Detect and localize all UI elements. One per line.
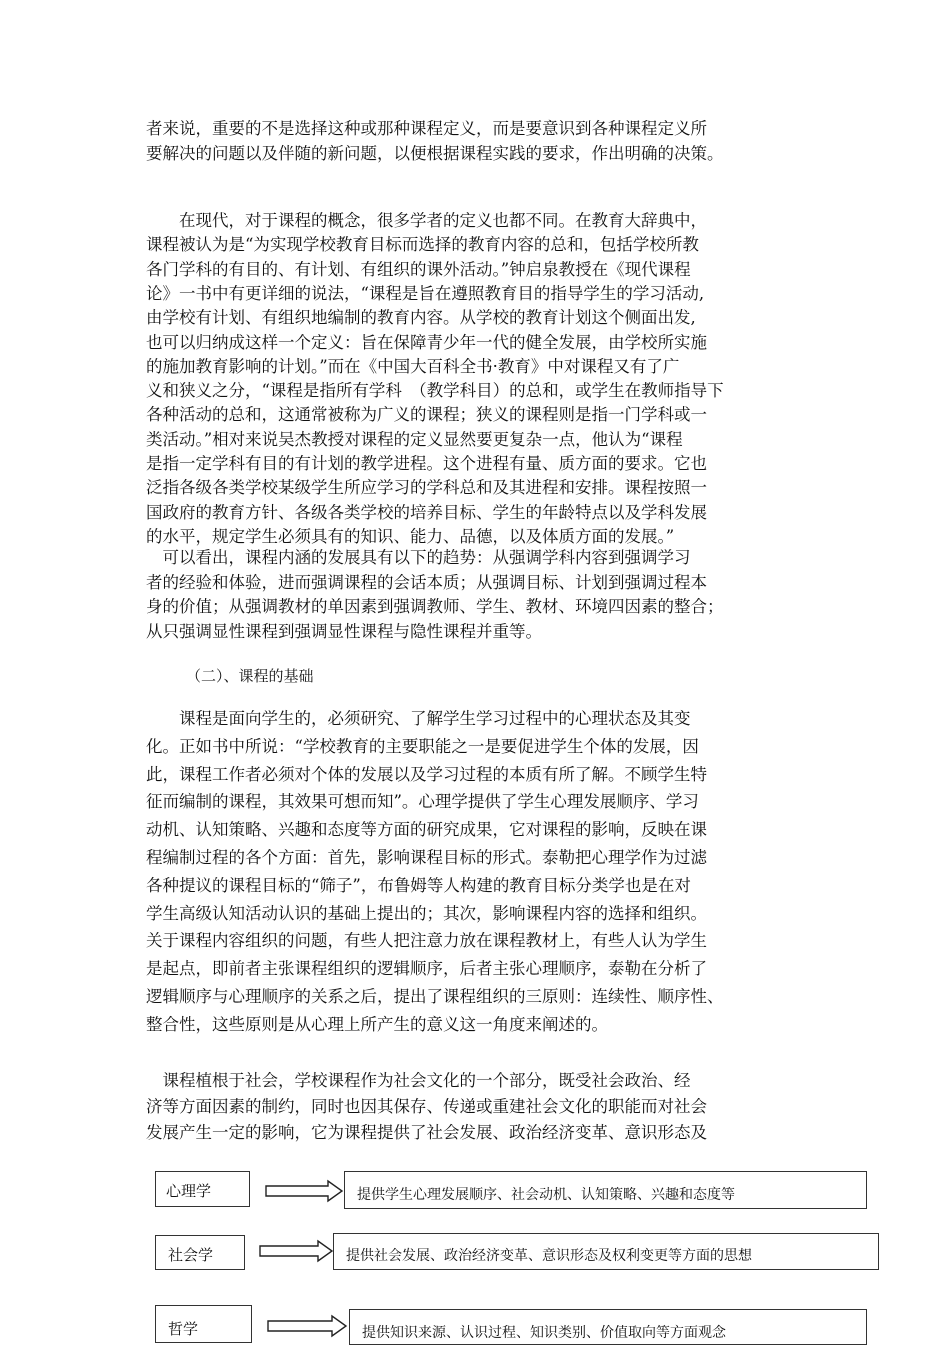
text-line: 此，课程工作者必须对个体的发展以及学习过程的本质有所了解。不顾学生特 xyxy=(146,764,707,784)
psychology-label: 心理学 xyxy=(166,1182,212,1200)
text-line: 化。正如书中所说：“学校教育的主要职能之一是要促进学生个体的发展，因 xyxy=(146,736,699,756)
text-line: 济等方面因素的制约，同时也因其保存、传递或重建社会文化的职能而对社会 xyxy=(146,1097,707,1116)
text-line: 各门学科的有目的、有计划、有组织的课外活动。”钟启泉教授在《现代课程 xyxy=(146,259,691,279)
text-line: 身的价值；从强调教材的单因素到强调教师、学生、教材、环境四因素的整合； xyxy=(146,597,724,616)
text-line: 可以看出，课程内涵的发展具有以下的趋势：从强调学科内容到强调学习 xyxy=(146,548,691,567)
arrow-right-icon xyxy=(266,1181,346,1201)
text-line: 整合性，这些原则是从心理上所产生的意义这一角度来阐述的。 xyxy=(146,1014,608,1034)
sociology-description-box xyxy=(333,1233,879,1270)
philosophy-label: 哲学 xyxy=(168,1320,199,1338)
philosophy-description-box xyxy=(349,1309,867,1345)
text-line: 也可以归纳成这样一个定义：旨在保障青少年一代的健全发展，由学校所实施 xyxy=(146,332,707,352)
arrow-right-icon xyxy=(260,1241,340,1261)
text-line: 动机、认知策略、兴趣和态度等方面的研究成果，它对课程的影响，反映在课 xyxy=(146,820,707,840)
text-line: 关于课程内容组织的问题，有些人把注意力放在课程教材上，有些人认为学生 xyxy=(146,931,707,951)
philosophy-description: 提供知识来源、认识过程、知识类别、价值取向等方面观念 xyxy=(362,1325,726,1341)
psychology-box xyxy=(155,1171,250,1207)
text-line: 课程被认为是“为实现学校教育目标而选择的教育内容的总和，包括学校所教 xyxy=(146,235,699,255)
text-line: 义和狭义之分，“课程是指所有学科 （教学科目）的总和，或学生在教师指导下 xyxy=(146,381,724,401)
text-line: 是起点，即前者主张课程组织的逻辑顺序，后者主张心理顺序，泰勒在分析了 xyxy=(146,959,707,979)
sociology-box xyxy=(155,1235,245,1270)
psychology-description-box xyxy=(344,1171,867,1209)
text-line: 课程是面向学生的，必须研究、了解学生学习过程中的心理状态及其变 xyxy=(146,709,691,728)
text-line: 者来说，重要的不是选择这种或那种课程定义，而是要意识到各种课程定义所 xyxy=(146,119,707,138)
text-line: 者的经验和体验，进而强调课程的会话本质；从强调目标、计划到强调过程本 xyxy=(146,572,707,592)
text-line: 在现代，对于课程的概念，很多学者的定义也都不同。在教育大辞典中， xyxy=(146,211,707,230)
sociology-description: 提供社会发展、政治经济变革、意识形态及权利变更等方面的思想 xyxy=(346,1248,752,1264)
text-line: 各种提议的课程目标的“筛子”，布鲁姆等人构建的教育目标分类学也是在对 xyxy=(146,875,691,895)
psychology-description: 提供学生心理发展顺序、社会动机、认知策略、兴趣和态度等 xyxy=(357,1187,735,1203)
section-heading: （二）、课程的基础 xyxy=(186,667,314,685)
text-line: 类活动。”相对来说吴杰教授对课程的定义显然要更复杂一点，他认为“课程 xyxy=(146,429,683,449)
text-line: 学生高级认知活动认识的基础上提出的；其次，影响课程内容的选择和组织。 xyxy=(146,903,707,923)
text-line: 论》一书中有更详细的说法，“课程是旨在遵照教育目的指导学生的学习活动, xyxy=(146,283,705,303)
philosophy-box xyxy=(155,1305,252,1343)
text-line: 征而编制的课程，其效果可想而知”。心理学提供了学生心理发展顺序、学习 xyxy=(146,792,699,812)
text-line: 发展产生一定的影响，它为课程提供了社会发展、政治经济变革、意识形态及 xyxy=(146,1123,707,1142)
text-line: 课程植根于社会，学校课程作为社会文化的一个部分，既受社会政治、经 xyxy=(146,1071,691,1090)
text-line: 逻辑顺序与心理顺序的关系之后，提出了课程组织的三原则：连续性、顺序性、 xyxy=(146,987,724,1006)
text-line: 由学校有计划、有组织地编制的教育内容。从学校的教育计划这个侧面出发, xyxy=(146,308,696,328)
text-line: 的水平，规定学生必须具有的知识、能力、品德，以及体质方面的发展。” xyxy=(146,526,675,546)
text-line: 各种活动的总和，这通常被称为广义的课程；狭义的课程则是指一门学科或一 xyxy=(146,405,707,425)
sociology-label: 社会学 xyxy=(168,1246,214,1264)
text-line: 从只强调显性课程到强调显性课程与隐性课程并重等。 xyxy=(146,621,542,641)
text-line: 国政府的教育方针、各级各类学校的培养目标、学生的年龄特点以及学科发展 xyxy=(146,502,707,522)
arrow-right-icon xyxy=(268,1316,348,1336)
text-line: 要解决的问题以及伴随的新问题，以便根据课程实践的要求，作出明确的决策。 xyxy=(146,144,724,163)
text-line: 程编制过程的各个方面：首先，影响课程目标的形式。泰勒把心理学作为过滤 xyxy=(146,848,707,867)
text-line: 泛指各级各类学校某级学生所应学习的学科总和及其进程和安排。课程按照一 xyxy=(146,478,707,498)
text-line: 是指一定学科有目的有计划的教学进程。这个进程有量、质方面的要求。它也 xyxy=(146,454,707,473)
text-line: 的施加教育影响的计划。”而在《中国大百科全书·教育》中对课程又有了广 xyxy=(146,356,680,376)
